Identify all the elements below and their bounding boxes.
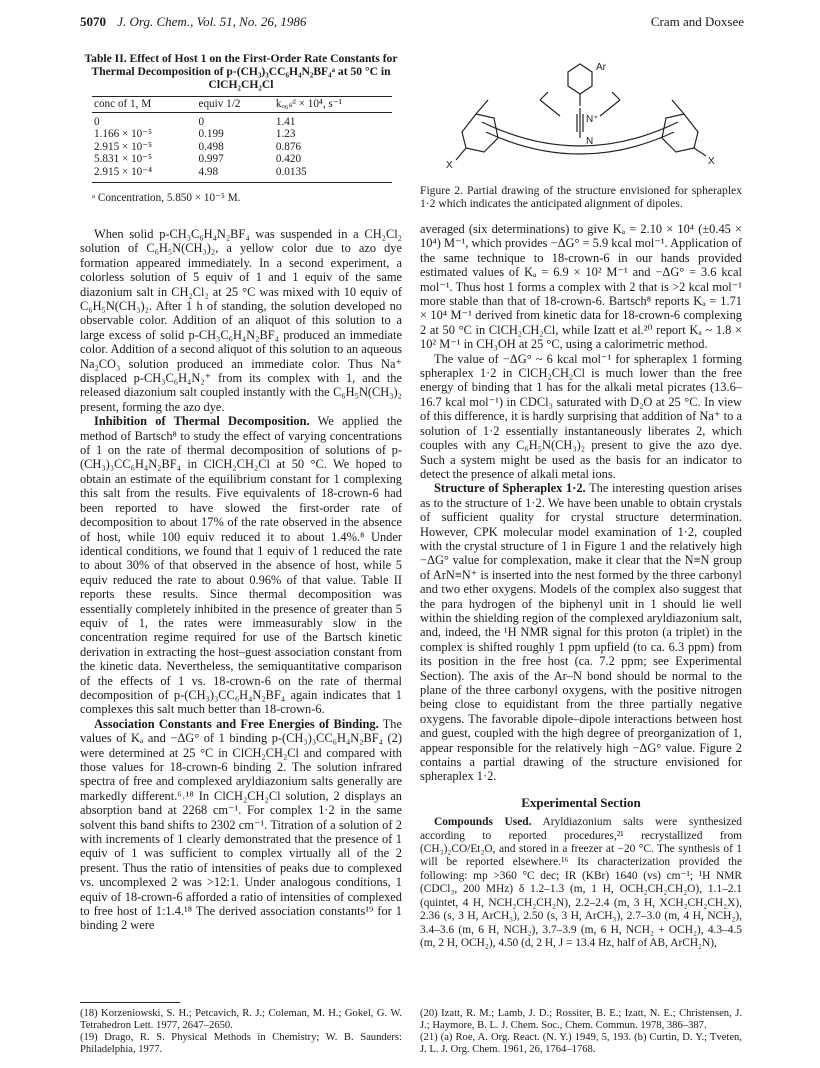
table-row (92, 153, 392, 166)
caption-label: Figure 2. (420, 184, 464, 197)
carbonyl-spoke (540, 100, 560, 116)
page-number: 5070 (80, 14, 106, 29)
table-cell: 1.166 × 10⁻⁵ (94, 128, 153, 141)
table-cell: 5.831 × 10⁻⁵ (94, 153, 153, 166)
section-runin-heading: Structure of Spheraplex 1·2. (434, 481, 586, 496)
label-n: N (586, 136, 594, 147)
header-authors: Cram and Doxsee (650, 14, 744, 29)
table-row (92, 166, 392, 182)
guest-aryl-ring (568, 64, 592, 94)
right-column (420, 52, 742, 950)
table-cell: 0.420 (275, 153, 302, 166)
table-row (92, 112, 392, 128)
body-paragraph: When solid p-CH₃C₆H₄N₂BF₄ was suspended in a CH₂Cl₂ solution of C₆H₅N(CH₃)₂, a yellow color due to azo dye formation appeared immediately. In a second experiment, a colorless solution of 5 equiv of 1 and 1 equiv of the same diazonium salt in CH₂Cl₂ at 25 °C was mixed with 10 equiv of C₆H₅N(CH₃)₂. After 1 h of standing, the solution developed no observable color. Addition of an aliquot of this solution to a large excess of solid p-CH₃C₆H₄N₂BF₄ produced an immediate color. Addition of a second aliquot of this solution to an aqueous Na₂CO₃ solution produced an immediate color. Thus Na⁺ displaced p-CH₃C₆H₄N₂⁺ from its complex with 1, and the released diazonium salt coupled instantly with the C₆H₅N(CH₃)₂ present, forming the azo dye. (80, 226, 402, 414)
paragraph-text: The interesting question arises as to the structure of 1·2. We have been unable to obtain crystals of sufficient quality for crystal structure determination. However, CPK molecular model examination of 1·2, coupled with the crystal structure of 1 in Figure 1 and the relatively high −ΔG° value for complexation, make it clear that the N≡N group of ArN≡N⁺ is inserted into the nest formed by the three carbonyl and two ether oxygens. Models of the complex also suggest that the para hydrogen of the biphenyl unit in 1 should lie well within the shielding region of the complexed aryldiazonium salt, and, indeed, the ¹H NMR signal for this proton (a triplet) in the complex is shifted roughly 1 ppm upfield (to ca. 6.3 ppm) from its position in the free host (ca. 7.2 ppm; see Experimental Section). The axis of the Ar–N bond should be normal to the plane of the three carbonyl oxygens, with the positive nitrogen being close to equidistant from the three partially negative oxygens. The favorable dipole–dipole interactions between host and guest, coupled with the high degree of preorganization of 1, appear responsible for the relatively high −ΔG° value. Figure 2 contains a partial drawing of the structure envisioned for spheraplex 1·2. (420, 481, 742, 784)
body-paragraph (420, 816, 742, 950)
right-aryl-ring (662, 114, 698, 152)
left-substituent-bond (476, 100, 488, 114)
paragraph-text: The values of Kₐ and −ΔG° of 1 binding p-(CH₃)₃CC₆H₄N₂BF₄ (2) were determined at 25 °C in ClCH₂CH₂Cl and compared with those values for 18-crown-6 binding 2. The solution infrared spectra of free and complexed aryldiazonium salts generally are markedly different.⁶˒¹⁸ In ClCH₂CH₂Cl solution, 2 displays an absorption band at 2268 cm⁻¹. For complex 1·2 in the same solvent this band shifts to 2302 cm⁻¹. Titration of a solution of 2 with increments of 1 clearly demonstrated that the presence of 1 equiv of 1 was sufficient to complex virtually all of the 2 present. Thus the ratio of intensities of peaks due to complexed vs. uncomplexed 2 was >12:1. Under analogous conditions, 1 equiv of 18-crown-6 afforded a ratio of intensities of complexed to free host of 1:1.4.¹⁸ The derived association constants¹⁹ for 1 binding 2 were (80, 716, 402, 933)
table-cell: 0.498 (198, 140, 224, 153)
table-row (92, 128, 392, 141)
experimental-section-heading: Experimental Section (521, 794, 641, 810)
section-runin-heading: Inhibition of Thermal Decomposition. (94, 414, 310, 429)
carbonyl-spoke (600, 100, 620, 116)
right-x-bond (694, 148, 706, 156)
table-col-header: conc of 1, M (92, 97, 197, 113)
label-ar: Ar (596, 62, 606, 73)
table-row (92, 141, 392, 154)
footnotes-right (420, 1008, 742, 1056)
figure-caption (420, 184, 742, 210)
rate-constants-table (92, 96, 392, 183)
left-column (80, 52, 402, 933)
table-col-header: equiv 1/2 (197, 97, 274, 113)
table-cell: 2.915 × 10⁻⁵ (94, 140, 153, 153)
table-cell: 0 (94, 115, 100, 128)
right-substituent-bond (672, 100, 684, 114)
caption-text: Partial drawing of the structure envisioned for spheraplex 1·2 which indicates the anticipated alignment of dipoles. (420, 184, 742, 210)
table-footnote: ᵃ Concentration, 5.850 × 10⁻⁵ M. (92, 191, 241, 204)
table-cell: 0.997 (198, 153, 224, 166)
table-cell: 4.98 (197, 166, 274, 182)
table-cell: 1.41 (275, 115, 296, 128)
body-paragraph: averaged (six determinations) to give Kₐ = 2.10 × 10⁴ (±0.45 × 10⁴) M⁻¹, which provides −ΔG° = 5.9 kcal mol⁻¹. Application of the same technique to 18-crown-6 in our hands provided estimated values of Kₐ = 6.9 × 10² M⁻¹ and −ΔG° = 3.6 kcal mol⁻¹. Thus host 1 forms a complex with 2 that is >2 kcal mol⁻¹ more stable than that of 18-crown-6. Bartsch⁸ reports Kₐ = 1.71 × 10⁴ M⁻¹ derived from kinetic data for 18-crown-6 complexing 2 at 50 °C in ClCH₂CH₂Cl, while Izatt et al.²⁰ report Kₐ ~ 1.8 × 10² M⁻¹ in CH₃OH at 25 °C, using a calorimetric method. (420, 222, 742, 352)
journal-citation: J. Org. Chem., Vol. 51, No. 26, 1986 (117, 14, 307, 29)
footnote-rule-left (80, 1002, 180, 1003)
body-paragraph (80, 414, 402, 717)
label-n-plus: N⁺ (586, 114, 599, 125)
paragraph-text: Aryldiazonium salts were synthesized according to reported procedures,²¹ recrystallized from (CH₃)₂CO/Et₂O, and stored in a freezer at −20 °C. The synthesis of 1 will be reported elsewhere.¹⁶ Its characterization provided the following: mp >360 °C dec; IR (KBr) 1640 (vs) cm⁻¹; ¹H NMR (CDCl₃, 200 MHz) δ 1.2–1.3 (m, 1 H, OCH₂CH₂CH₂O), 1.1–2.1 (quintet, 4 H, NCH₂CH₂CH₂N), 2.2–2.4 (m, 3 H, XCH₂CH₂CH₂X), 2.36 (s, 3 H, ArCH₃), 2.50 (s, 3 H, ArCH₃), 2.7–3.0 (m, 4 H, NCH₂), 3.4–3.6 (m, 6 H, NCH₂), 3.7–3.9 (m, 6 H, NCH₂ + OCH₂), 4.3–4.5 (m, 2 H, OCH₂), 4.50 (d, 2 H, J = 13.4 Hz, half of AB, ArCH₂N), (420, 816, 743, 949)
body-paragraph (420, 481, 742, 784)
table-header-row (92, 97, 392, 113)
body-paragraph (80, 717, 402, 933)
header-left (80, 14, 306, 30)
left-aryl-ring (462, 114, 498, 152)
footnote: (20) Izatt, R. M.; Lamb, J. D.; Rossiter, B. E.; Izatt, N. E.; Christensen, J. J.; Haymore, B. L. J. Chem. Soc., Chem. Commun. 1978, 386–387. (420, 1008, 742, 1031)
paragraph-text: We applied the method of Bartsch⁸ to study the effect of varying concentrations of 1 on the rate of thermal decomposition of solutions of p-(CH₃)₃CC₆H₄N₂BF₄ in ClCH₂CH₂Cl at 50 °C. We hoped to obtain an estimate of the equilibrium constant for 1 complexing this salt from the results. Five equivalents of 18-crown-6 had been reported to have slowed the first-order rate of decomposition to about 17% of the rate observed in the absence of host, while 100 equiv reduced it to about 1.4%.⁸ Under identical conditions, we found that 1 equiv of 1 reduced the rate to about 30% of that observed in the absence of host, while 5 equiv reduced the rate to about 0.96% of that value. Table II reports these results. Since thermal decomposition was essentially completely inhibited in the presence of greater than 5 equiv of 1, the rates were immeasurably slow in the concentration regime required for use of the Bartsch kinetic derivation in extracting the host–guest association constant from the kinetic data. Nevertheless, the semiquantitative comparison of the effects of 1 vs. 18-crown-6 on the rate of thermal decomposition of p-(CH₃)₃CC₆H₄N₂BF₄ again indicates that 1 complexes this salt much better than 18-crown-6. (80, 414, 402, 717)
left-x-bond (456, 148, 466, 160)
figure-2 (420, 52, 742, 172)
running-header (80, 14, 744, 34)
section-runin-heading: Compounds Used. (434, 816, 532, 829)
footnote: (19) Drago, R. S. Physical Methods in Chemistry; W. B. Saunders: Philadelphia, 1977. (80, 1032, 402, 1055)
table-cell: 1.23 (275, 128, 296, 141)
spheraplex-structure-drawing (420, 52, 742, 172)
label-x-right: X (708, 156, 715, 167)
table-cell: 0 (198, 115, 205, 128)
table-cell: 2.915 × 10⁻⁴ (92, 166, 197, 182)
table-cell: 0.0135 (274, 166, 392, 182)
table-col-header: kₒ₆ₛᵈ × 10⁴, s⁻¹ (274, 97, 392, 113)
footnote: (18) Korzeniowski, S. H.; Petcavich, R. J.; Coleman, M. H.; Gokel, G. W. Tetrahedron Lett. 1977, 2647–2650. (80, 1008, 402, 1031)
body-paragraph: The value of −ΔG° ~ 6 kcal mol⁻¹ for spheraplex 1 forming spheraplex 1·2 in ClCH₂CH₂Cl is much lower than the free energy of binding that 1 has for the alkali metal picrates (13.6–16.7 kcal mol⁻¹) in CDCl₃ saturated with D₂O at 25 °C. In view of this difference, it is hardly surprising that addition of Na⁺ to a solution of 1·2 essentially instantaneously liberates 2, which couples with any C₆H₅N(CH₃)₂ present to give the azo dye. Such a system might be used as the basis for an indicator to detect the presence of alkali metal ions. (420, 351, 742, 481)
footnote: (21) (a) Roe, A. Org. React. (N. Y.) 1949, 5, 193. (b) Curtin, D. Y.; Tveten, J. L. J. Org. Chem. 1961, 26, 1764–1768. (420, 1032, 742, 1055)
label-x-left: X (446, 160, 453, 171)
footnotes-left (80, 1008, 402, 1056)
table-title: Table II. Effect of Host 1 on the First-Order Rate Constants for Thermal Decomposition of p-(CH₃)₃CC₆H₄N₂BF₄ᵃ at 50 °C in ClCH₂CH₂Cl (84, 52, 398, 91)
section-runin-heading: Association Constants and Free Energies of Binding. (94, 716, 379, 731)
table-cell: 0.199 (198, 128, 224, 141)
table-cell: 0.876 (275, 140, 302, 153)
